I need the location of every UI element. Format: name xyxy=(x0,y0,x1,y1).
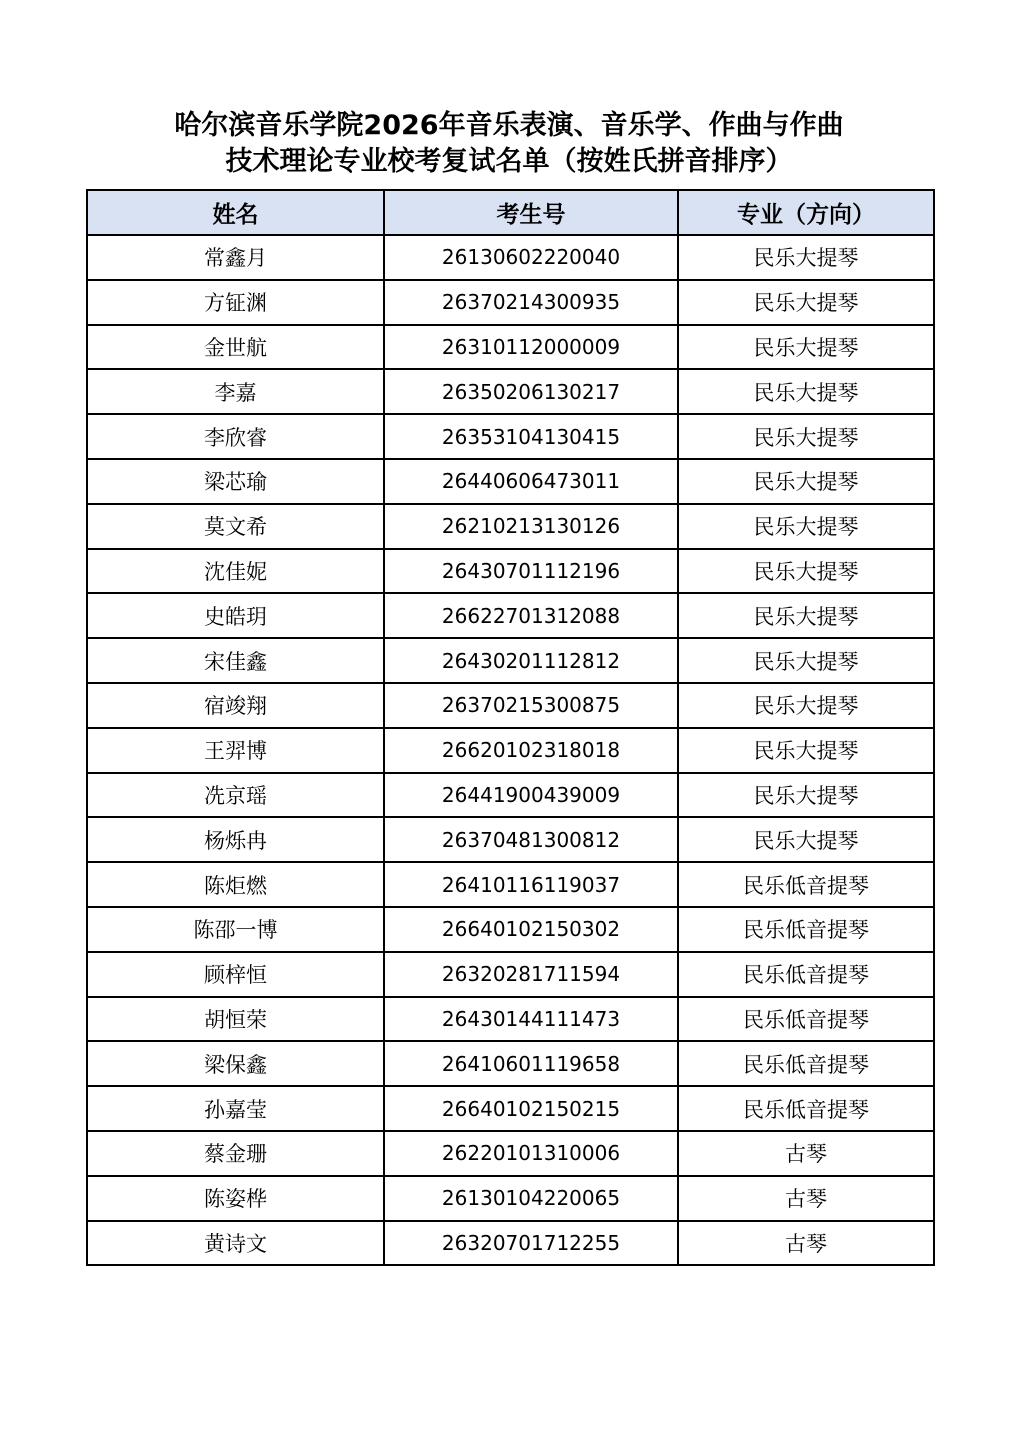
table-row xyxy=(87,952,934,997)
cell-major: 古琴 xyxy=(678,1221,934,1266)
header-name: 姓名 xyxy=(87,190,384,235)
cell-major: 民乐低音提琴 xyxy=(678,1041,934,1086)
table-row xyxy=(87,280,934,325)
cell-exam-number: 26430201112812 xyxy=(384,638,678,683)
cell-name: 梁保鑫 xyxy=(87,1041,384,1086)
cell-major: 民乐大提琴 xyxy=(678,728,934,773)
cell-name: 王羿博 xyxy=(87,728,384,773)
cell-name: 沈佳妮 xyxy=(87,549,384,594)
cell-exam-number: 26410116119037 xyxy=(384,862,678,907)
cell-name: 蔡金珊 xyxy=(87,1131,384,1176)
cell-exam-number: 26622701312088 xyxy=(384,593,678,638)
table-row xyxy=(87,593,934,638)
table-row xyxy=(87,1041,934,1086)
cell-name: 宋佳鑫 xyxy=(87,638,384,683)
table-row xyxy=(87,907,934,952)
page-title-line-1: 哈尔滨音乐学院2026年音乐表演、音乐学、作曲与作曲 xyxy=(174,110,844,141)
cell-name: 顾梓恒 xyxy=(87,952,384,997)
cell-name: 李欣睿 xyxy=(87,414,384,459)
cell-name: 梁芯瑜 xyxy=(87,459,384,504)
cell-major: 民乐大提琴 xyxy=(678,280,934,325)
table-body xyxy=(87,235,934,1265)
table-row xyxy=(87,235,934,280)
cell-exam-number: 26640102150215 xyxy=(384,1086,678,1131)
cell-exam-number: 26440606473011 xyxy=(384,459,678,504)
cell-exam-number: 26640102150302 xyxy=(384,907,678,952)
cell-exam-number: 26370481300812 xyxy=(384,817,678,862)
cell-exam-number: 26430701112196 xyxy=(384,549,678,594)
cell-name: 黄诗文 xyxy=(87,1221,384,1266)
cell-name: 方钲渊 xyxy=(87,280,384,325)
cell-exam-number: 26320701712255 xyxy=(384,1221,678,1266)
table-row xyxy=(87,997,934,1042)
cell-name: 杨烁冉 xyxy=(87,817,384,862)
cell-name: 陈姿桦 xyxy=(87,1176,384,1221)
table-row xyxy=(87,1086,934,1131)
cell-major: 民乐低音提琴 xyxy=(678,1086,934,1131)
table-row xyxy=(87,325,934,370)
cell-exam-number: 26370215300875 xyxy=(384,683,678,728)
header-major: 专业（方向） xyxy=(678,190,934,235)
table-row xyxy=(87,773,934,818)
cell-major: 民乐大提琴 xyxy=(678,683,934,728)
cell-major: 民乐低音提琴 xyxy=(678,907,934,952)
cell-name: 莫文希 xyxy=(87,504,384,549)
cell-major: 民乐低音提琴 xyxy=(678,997,934,1042)
cell-name: 史皓玥 xyxy=(87,593,384,638)
table-row xyxy=(87,817,934,862)
cell-exam-number: 26320281711594 xyxy=(384,952,678,997)
cell-name: 陈邵一博 xyxy=(87,907,384,952)
table-row xyxy=(87,638,934,683)
cell-exam-number: 26441900439009 xyxy=(384,773,678,818)
table-header-row xyxy=(87,190,934,235)
table-row xyxy=(87,683,934,728)
cell-major: 古琴 xyxy=(678,1176,934,1221)
cell-major: 民乐低音提琴 xyxy=(678,952,934,997)
cell-name: 宿竣翔 xyxy=(87,683,384,728)
cell-exam-number: 26370214300935 xyxy=(384,280,678,325)
cell-major: 民乐大提琴 xyxy=(678,773,934,818)
cell-exam-number: 26220101310006 xyxy=(384,1131,678,1176)
table-row xyxy=(87,1131,934,1176)
table-row xyxy=(87,1176,934,1221)
cell-name: 胡恒荣 xyxy=(87,997,384,1042)
cell-major: 民乐大提琴 xyxy=(678,325,934,370)
table-row xyxy=(87,728,934,773)
cell-major: 古琴 xyxy=(678,1131,934,1176)
table-row xyxy=(87,1221,934,1266)
cell-exam-number: 26210213130126 xyxy=(384,504,678,549)
cell-exam-number: 26410601119658 xyxy=(384,1041,678,1086)
header-exam-number: 考生号 xyxy=(384,190,678,235)
cell-exam-number: 26353104130415 xyxy=(384,414,678,459)
table-row xyxy=(87,459,934,504)
cell-exam-number: 26430144111473 xyxy=(384,997,678,1042)
cell-name: 常鑫月 xyxy=(87,235,384,280)
cell-exam-number: 26620102318018 xyxy=(384,728,678,773)
table-row xyxy=(87,369,934,414)
page-title-line-2: 技术理论专业校考复试名单（按姓氏拼音排序） xyxy=(225,146,793,177)
cell-major: 民乐大提琴 xyxy=(678,369,934,414)
cell-name: 冼京瑶 xyxy=(87,773,384,818)
cell-exam-number: 26310112000009 xyxy=(384,325,678,370)
cell-major: 民乐大提琴 xyxy=(678,414,934,459)
candidate-table xyxy=(86,189,935,1266)
cell-name: 孙嘉莹 xyxy=(87,1086,384,1131)
table-row xyxy=(87,414,934,459)
cell-exam-number: 26350206130217 xyxy=(384,369,678,414)
cell-major: 民乐大提琴 xyxy=(678,817,934,862)
cell-name: 李嘉 xyxy=(87,369,384,414)
cell-major: 民乐大提琴 xyxy=(678,638,934,683)
cell-name: 金世航 xyxy=(87,325,384,370)
cell-major: 民乐低音提琴 xyxy=(678,862,934,907)
cell-major: 民乐大提琴 xyxy=(678,459,934,504)
cell-major: 民乐大提琴 xyxy=(678,593,934,638)
cell-exam-number: 26130602220040 xyxy=(384,235,678,280)
cell-exam-number: 26130104220065 xyxy=(384,1176,678,1221)
table-row xyxy=(87,504,934,549)
cell-major: 民乐大提琴 xyxy=(678,235,934,280)
cell-name: 陈炬燃 xyxy=(87,862,384,907)
cell-major: 民乐大提琴 xyxy=(678,504,934,549)
cell-major: 民乐大提琴 xyxy=(678,549,934,594)
table-row xyxy=(87,549,934,594)
table-row xyxy=(87,862,934,907)
